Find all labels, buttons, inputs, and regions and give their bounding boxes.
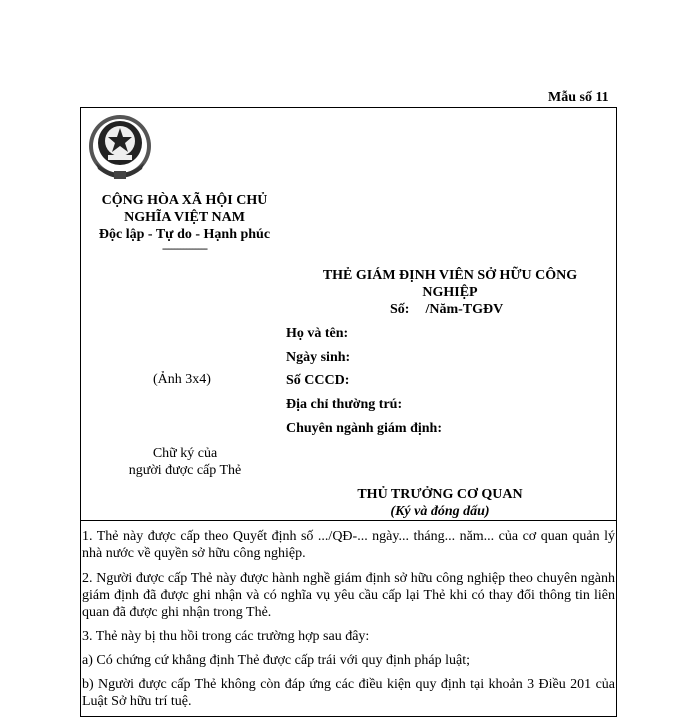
nation-line-2: NGHĨA VIỆT NAM xyxy=(124,210,245,225)
nation-line-1: CỘNG HÒA XÃ HỘI CHỦ xyxy=(101,193,268,208)
field-address: Địa chỉ thường trú: xyxy=(286,397,403,412)
holder-signature xyxy=(105,445,265,479)
signature-line-1: Chữ ký của xyxy=(152,446,218,461)
field-specialty: Chuyên ngành giám định: xyxy=(286,421,443,436)
note-3b: b) Người được cấp Thẻ không còn đáp ứng các điều kiện quy định tại khoản 3 Điều 201 của Luật Sở hữu trí tuệ. xyxy=(82,677,615,709)
card-title xyxy=(300,267,600,301)
motto-separator: --------------- xyxy=(162,241,207,255)
nation-name xyxy=(82,192,287,226)
card-number xyxy=(390,302,519,318)
field-dob: Ngày sinh: xyxy=(286,350,351,365)
note-2: 2. Người được cấp Thẻ này được hành nghề giám định sở hữu công nghiệp theo chuyên ngành giám định đã được ghi nhận và có nghĩa vụ yêu cầu cấp lại Thẻ khi có thay đổi thông tin liên quan đã được ghi nhận trong Thẻ. xyxy=(82,571,615,620)
signature-line-2: người được cấp Thẻ xyxy=(128,463,242,478)
note-3: 3. Thẻ này bị thu hồi trong các trường hợp sau đây: xyxy=(82,629,370,644)
note-3a: a) Có chứng cứ khẳng định Thẻ được cấp trái với quy định pháp luật; xyxy=(82,653,471,668)
field-id-number: Số CCCD: xyxy=(286,373,350,388)
authority-subtitle: (Ký và đóng dấu) xyxy=(390,504,490,519)
section-divider xyxy=(80,520,617,521)
card-number-suffix: /Năm-TGĐV xyxy=(425,302,504,317)
card-title-line-1: THẺ GIÁM ĐỊNH VIÊN SỞ HỮU CÔNG xyxy=(322,268,578,283)
card-title-line-2: NGHIỆP xyxy=(422,285,478,300)
authority-signature xyxy=(320,486,560,520)
national-emblem-icon xyxy=(86,113,154,183)
authority-title: THỦ TRƯỞNG CƠ QUAN xyxy=(357,487,523,502)
motto: Độc lập - Tự do - Hạnh phúc xyxy=(98,227,271,242)
note-1: 1. Thẻ này được cấp theo Quyết định số .../QĐ-... ngày... tháng... năm... của cơ quan quản lý nhà nước về quyền sở hữu công nghiệp. xyxy=(82,529,615,561)
card-number-label: Số: xyxy=(390,302,410,317)
form-number: Mẫu số 11 xyxy=(548,90,609,105)
photo-placeholder: (Ảnh 3x4) xyxy=(153,372,211,387)
field-full-name: Họ và tên: xyxy=(286,326,349,341)
